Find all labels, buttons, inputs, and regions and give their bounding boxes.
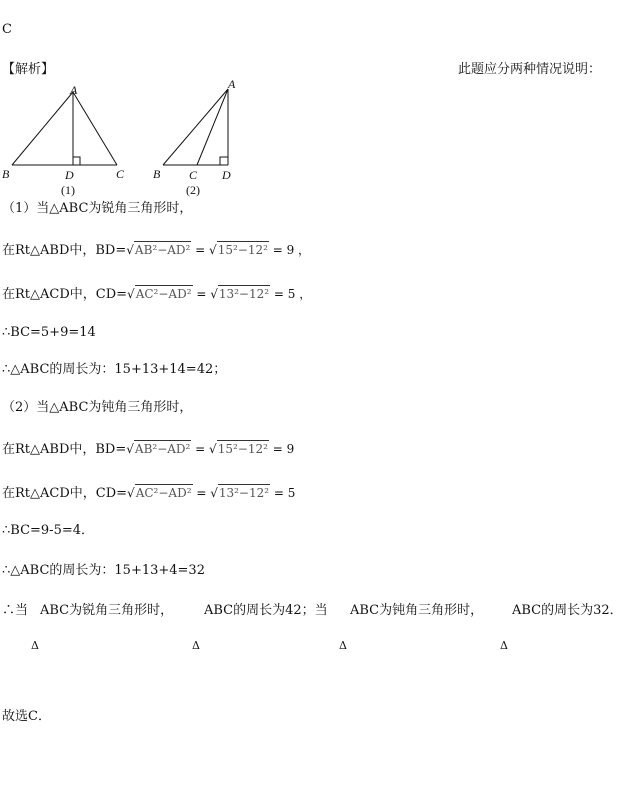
- conclusion-seg2: ABC为锐角三角形时，: [40, 603, 174, 618]
- conclusion-seg3: ABC的周长为42；当: [204, 603, 328, 618]
- fig2-caption: (2): [186, 183, 200, 197]
- final-answer: 故选C．: [2, 709, 51, 724]
- case2-cd-prefix: 在Rt△ACD中，CD=: [2, 486, 128, 501]
- triangle-figures: [0, 80, 260, 200]
- case2-perimeter-line: ∴△ABC的周长为：15+13+4=32: [2, 563, 205, 578]
- radical-ab-ad: √AB²−AD²: [126, 442, 191, 456]
- intro-text: 此题应分两种情况说明：: [458, 62, 602, 77]
- analysis-heading: 【解析】: [2, 62, 55, 77]
- answer-letter: C: [2, 22, 12, 37]
- case1-title: （1）当△ABC为锐角三角形时，: [2, 201, 193, 216]
- case1-bd-prefix: 在Rt△ABD中，BD=: [2, 243, 127, 258]
- fig1-caption: (1): [61, 183, 75, 197]
- radical-ac-ad: √AC²−AD²: [127, 287, 192, 301]
- case2-bd-line: 在Rt△ABD中，BD=√AB²−AD² = √15²−12² = 9: [2, 442, 295, 457]
- fig2-label-a: A: [228, 80, 236, 91]
- fig2-label-c: C: [189, 168, 198, 182]
- radical-13-12: √13²−12²: [210, 287, 270, 301]
- triangle-symbol: Δ: [31, 639, 39, 652]
- case2-cd-line: 在Rt△ACD中，CD=√AC²−AD² = √13²−12² = 5: [2, 486, 296, 501]
- case2-bd-prefix: 在Rt△ABD中，BD=: [2, 442, 127, 457]
- radical-15-12: √15²−12²: [209, 442, 268, 456]
- fig2-label-d: D: [222, 168, 231, 182]
- conclusion-seg4: ABC为钝角三角形时，: [350, 603, 484, 618]
- conclusion-seg5: ABC的周长为32．: [512, 603, 623, 618]
- figure-1: [2, 83, 125, 197]
- case1-cd-prefix: 在Rt△ACD中，CD=: [2, 287, 128, 302]
- radical-ab-ad: √AB²−AD²: [126, 243, 191, 257]
- triangle-symbol: Δ: [500, 639, 508, 652]
- case1-cd-line: 在Rt△ACD中，CD=√AC²−AD² = √13²−12² = 5 ，: [2, 287, 312, 302]
- fig1-label-a: A: [70, 83, 78, 97]
- case1-perimeter-line: ∴△ABC的周长为：15+13+14=42；: [2, 362, 227, 377]
- fig2-label-b: B: [153, 167, 161, 181]
- radical-ac-ad: √AC²−AD²: [127, 486, 192, 500]
- figure-2: [153, 80, 236, 197]
- triangle-symbol: Δ: [339, 639, 347, 652]
- case2-bc-line: ∴BC=9-5=4．: [2, 523, 95, 538]
- case1-bc-line: ∴BC=5+9=14: [2, 325, 96, 340]
- radical-15-12: √15²−12²: [209, 243, 268, 257]
- triangle-symbol: Δ: [192, 639, 200, 652]
- fig1-label-d: D: [65, 168, 74, 182]
- fig1-label-b: B: [2, 167, 10, 181]
- fig1-label-c: C: [116, 167, 125, 181]
- radical-13-12: √13²−12²: [210, 486, 270, 500]
- case2-title: （2）当△ABC为钝角三角形时，: [2, 400, 193, 415]
- conclusion-seg1: ∴当: [2, 603, 29, 618]
- case1-bd-line: 在Rt△ABD中，BD=√AB²−AD² = √15²−12² = 9 ，: [2, 243, 311, 258]
